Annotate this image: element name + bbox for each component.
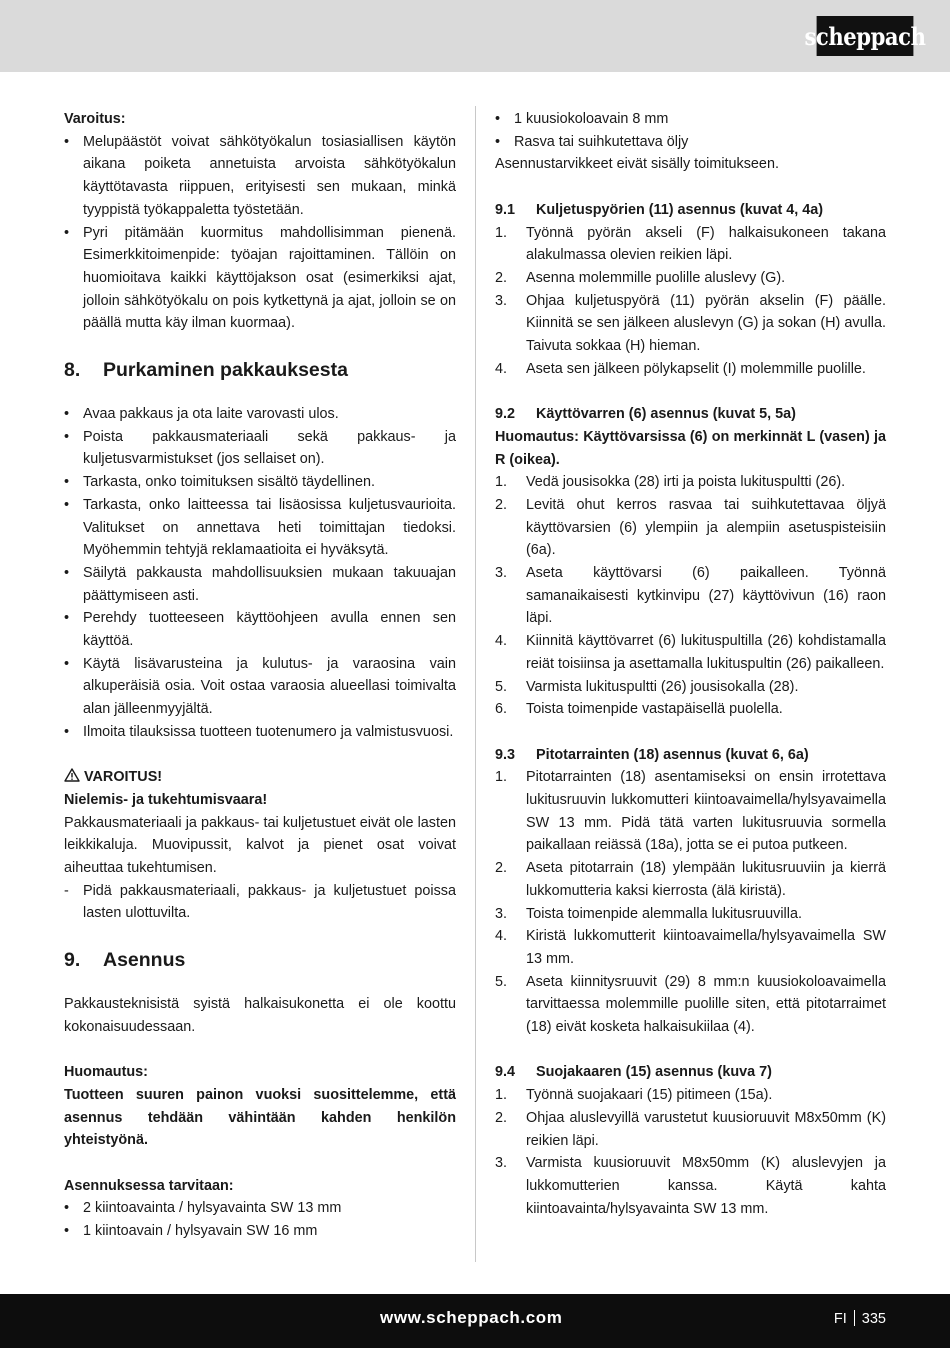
list-item: • Poista pakkausmateriaali sekä pakkaus- ja kuljetusvarmistukset (jos sellaiset on). (64, 426, 456, 471)
step-item (495, 358, 886, 381)
section-8-number: 8. (64, 359, 81, 382)
step-item (495, 494, 886, 562)
varoitus-list (64, 131, 456, 335)
section-9-4-heading (495, 1061, 886, 1084)
tools-note: Asennustarvikkeet eivät sisälly toimitukseen. (495, 156, 779, 173)
scheppach-logo: scheppach (817, 16, 914, 56)
step-item (495, 1152, 886, 1220)
step-number: 4. (495, 633, 508, 650)
step-text: Työnnä pyörän akseli (F) halkaisukoneen takana alakulmassa olevien reikien läpi. (526, 224, 886, 264)
section-9-2-heading (495, 403, 886, 426)
warning-heading (64, 766, 456, 789)
section-title: Käyttövarren (6) asennus (kuvat 5, 5a) (536, 406, 796, 423)
section-9-2-note: Huomautus: Käyttövarsissa (6) on merkinnät L (vasen) ja R (oikea). (495, 428, 886, 468)
section-number: 9.2 (495, 406, 516, 423)
website-link[interactable]: www.scheppach.com (380, 1308, 563, 1327)
section-number: 9.4 (495, 1064, 516, 1081)
step-item (495, 222, 886, 267)
section-9-3-heading (495, 744, 886, 767)
step-item (495, 562, 886, 630)
huomautus-text: Tuotteen suuren painon vuoksi suosittelemme, että asennus tehdään vähintään kahden henkilön yhteistyönä. (64, 1086, 456, 1149)
step-item (495, 676, 886, 699)
step-number: 4. (495, 360, 508, 377)
step-text: Asenna molemmille puolille aluslevy (G). (526, 269, 786, 286)
step-number: 2. (495, 1109, 508, 1126)
warning-triangle-icon (64, 768, 80, 782)
step-item (495, 630, 886, 675)
section-9-title: Asennus (103, 949, 186, 972)
step-text: Varmista lukituspultti (26) jousisokalla (28). (526, 678, 799, 695)
list-item: • Ilmoita tilauksissa tuotteen tuotenumero ja valmistusvuosi. (64, 721, 456, 744)
step-item (495, 971, 886, 1039)
section-8-heading (64, 357, 456, 383)
step-text: Kiristä lukkomutterit kiintoavaimella/hylsyavaimella SW 13 mm. (526, 928, 886, 967)
step-item (495, 766, 886, 857)
list-item: • Avaa pakkaus ja ota laite varovasti ulos. (64, 403, 456, 426)
section-title: Kuljetuspyörien (11) asennus (kuvat 4, 4a) (536, 201, 824, 218)
page-footer (0, 1294, 950, 1348)
step-number: 1. (495, 224, 508, 241)
step-text: Vedä jousisokka (28) irti ja poista lukituspultti (26). (526, 474, 846, 491)
list-item: • Tarkasta, onko laitteessa tai lisäosissa kuljetusvaurioita. Valitukset on annettava heti toimittajan tiedoksi. Myöhemmin tehtyjä reklamaatioita ei hyväksytä. (64, 494, 456, 562)
huomautus-title: Huomautus: (64, 1064, 148, 1081)
step-text: Työnnä suojakaari (15) pitimeen (15a). (526, 1087, 773, 1104)
list-item: • Tarkasta, onko toimituksen sisältö täydellinen. (64, 471, 456, 494)
required-tools-list-continued (495, 108, 886, 153)
list-item: - Pidä pakkausmateriaali, pakkaus- ja kuljetustuet poissa lasten ulottuvilta. (64, 880, 456, 925)
unpacking-list (64, 403, 456, 744)
step-item (495, 857, 886, 902)
section-8-title: Purkaminen pakkauksesta (103, 359, 348, 382)
step-item (495, 925, 886, 970)
page-header (0, 0, 950, 72)
list-item: • 2 kiintoavainta / hylsyavainta SW 13 mm (64, 1197, 456, 1220)
step-number: 1. (495, 1087, 508, 1104)
step-number: 3. (495, 565, 508, 582)
step-text: Kiinnitä käyttövarret (6) lukituspultilla (26) kohdistamalla reiät toisiinsa ja asettamalla lukituspultin (26) paikalleen. (526, 633, 886, 672)
step-text: Ohjaa aluslevyillä varustetut kuusioruuvit M8x50mm (K) reikien läpi. (526, 1109, 886, 1149)
step-number: 3. (495, 905, 508, 922)
section-9-1-heading (495, 199, 886, 222)
warning-text: Pakkausmateriaali ja pakkaus- tai kuljetustuet eivät ole lasten leikkikaluja. Muovipussit, kalvot ja pienet osat voivat aiheuttaa tukehtumisen. (64, 814, 456, 877)
list-item: • 1 kuusiokoloavain 8 mm (495, 108, 886, 131)
section-9-2-steps (495, 471, 886, 721)
step-number: 6. (495, 701, 508, 718)
step-number: 2. (495, 269, 508, 286)
step-text: Toista toimenpide vastapäisellä puolella. (526, 701, 783, 718)
step-number: 5. (495, 973, 508, 990)
list-item: • Rasva tai suihkutettava öljy (495, 131, 886, 154)
step-item (495, 1107, 886, 1152)
warning-subtitle: Nielemis- ja tukehtumisvaara! (64, 791, 268, 808)
page-indicator (834, 1310, 886, 1327)
right-column (495, 108, 886, 1220)
step-number: 2. (495, 860, 508, 877)
column-divider (475, 106, 476, 1262)
section-title: Suojakaaren (15) asennus (kuva 7) (536, 1064, 772, 1081)
varoitus-title: Varoitus: (64, 111, 126, 127)
step-text: Levitä ohut kerros rasvaa tai suihkutettavaa öljyä käyttövarsien (6) ylempiin ja alempiin asetuspisteisiin (6a). (526, 496, 886, 559)
step-text: Pitotarrainten (18) asentamiseksi on ensin irrotettava lukitusruuvin lukkomutteri kiintoavaimella/hylsyavaimella SW 13 mm. Pidä tätä varten lukitusruuvia sormella paikallaan reiässä (18a), jotta se ei putoa putkeen. (526, 769, 886, 854)
separator (854, 1310, 855, 1326)
step-item (495, 290, 886, 358)
step-item (495, 267, 886, 290)
list-item: • Säilytä pakkausta mahdollisuuksien mukaan takuuajan päättymiseen asti. (64, 562, 456, 607)
step-item (495, 1084, 886, 1107)
step-text: Toista toimenpide alemmalla lukitusruuvilla. (526, 905, 802, 922)
step-text: Aseta kiinnitysruuvit (29) 8 mm:n kuusiokoloavaimella tarvittaessa molemmille puolille siten, että pitotarraimet (18) eivät kosketa halkaisukiilaa (4). (526, 973, 886, 1036)
page-number: 335 (861, 1311, 886, 1327)
warning-label: VAROITUS! (84, 769, 163, 786)
section-9-1-steps (495, 222, 886, 381)
step-text: Varmista kuusioruuvit M8x50mm (K) aluslevyjen ja lukkomutterien kanssa. Käytä kahta kiintoavainta/hylsyavainta SW 13 mm. (526, 1155, 886, 1217)
section-9-3-steps (495, 766, 886, 1038)
step-number: 1. (495, 474, 508, 491)
section-9-number: 9. (64, 949, 81, 972)
list-item: • 1 kiintoavain / hylsyavain SW 16 mm (64, 1220, 456, 1243)
section-title: Pitotarrainten (18) asennus (kuvat 6, 6a) (536, 746, 809, 763)
section-9-intro: Pakkausteknisistä syistä halkaisukonetta ei ole koottu kokonaisuudessaan. (64, 996, 456, 1035)
step-number: 2. (495, 496, 508, 513)
section-number: 9.1 (495, 201, 516, 218)
list-item: • Melupäästöt voivat sähkötyökalun tosiasiallisen käytön aikana poiketa annetuista arvoista sähkötyökalun käyttötavasta riippuen, erityisesti sen mukaan, minkä tyyppistä työkappaletta työstetään. (64, 131, 456, 222)
step-text: Ohjaa kuljetuspyörä (11) pyörän akselin (F) päälle. Kiinnitä se sen jälkeen aluslevyn (G) ja sokan (H) avulla. Taivuta sokkaa (H) hieman. (526, 292, 886, 355)
left-column (64, 108, 456, 1243)
step-text: Aseta käyttövarsi (6) paikalleen. Työnnä samanaikaisesti kytkinvipu (27) käyttövivun (16) raon läpi. (526, 565, 886, 627)
list-item: • Perehdy tuotteeseen käyttöohjeen avulla ennen sen käyttöä. (64, 607, 456, 652)
section-9-heading (64, 947, 456, 973)
step-item (495, 698, 886, 721)
step-text: Aseta pitotarrain (18) ylempään lukitusruuviin ja kierrä lukkomutteria kaksi kierrosta (älä kiristä). (526, 860, 886, 899)
required-tools-list (64, 1197, 456, 1242)
step-number: 3. (495, 292, 508, 309)
step-number: 3. (495, 1155, 508, 1172)
step-number: 5. (495, 678, 508, 695)
step-item (495, 903, 886, 926)
language-code: FI (833, 1311, 847, 1327)
step-text: Aseta sen jälkeen pölykapselit (I) molemmille puolille. (526, 360, 866, 377)
section-number: 9.3 (495, 746, 516, 763)
step-item (495, 471, 886, 494)
list-item: • Käytä lisävarusteina ja kulutus- ja varaosina vain alkuperäisiä osia. Voit ostaa varaosia alueellasi toimivalta alan jälleenmyyjältä. (64, 653, 456, 721)
required-tools-title: Asennuksessa tarvitaan: (64, 1177, 234, 1194)
step-number: 4. (495, 928, 508, 945)
warning-dash-list (64, 880, 456, 925)
list-item: • Pyri pitämään kuormitus mahdollisimman pienenä. Esimerkkitoimenpide: työajan rajoittaminen. Tällöin on huomioitava kaikki käyttöjakson osat (esimerkiksi ajat, jolloin sähkötyökalu on pois kytkettynä ja ajat, jolloin se on päällä mutta käy ilman kuormaa). (64, 222, 456, 336)
section-9-4-steps (495, 1084, 886, 1220)
step-number: 1. (495, 769, 508, 786)
